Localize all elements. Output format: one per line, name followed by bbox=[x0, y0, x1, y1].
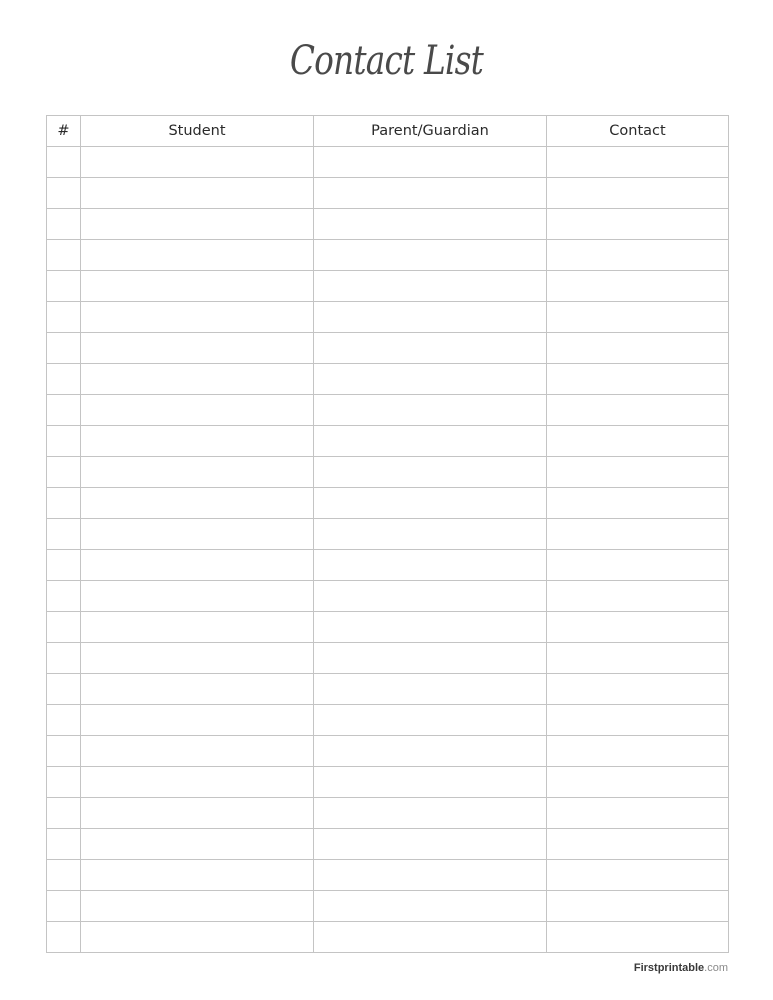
table-body bbox=[47, 147, 729, 953]
table-row bbox=[47, 271, 729, 302]
cell-contact bbox=[547, 364, 729, 395]
cell-student bbox=[81, 798, 314, 829]
cell-student bbox=[81, 674, 314, 705]
table-row bbox=[47, 333, 729, 364]
cell-parent-guardian bbox=[314, 178, 547, 209]
cell-contact bbox=[547, 488, 729, 519]
cell-parent-guardian bbox=[314, 922, 547, 953]
cell-student bbox=[81, 457, 314, 488]
cell-number bbox=[47, 271, 81, 302]
cell-student bbox=[81, 581, 314, 612]
cell-number bbox=[47, 922, 81, 953]
cell-student bbox=[81, 178, 314, 209]
table-row bbox=[47, 178, 729, 209]
cell-parent-guardian bbox=[314, 457, 547, 488]
header-student: Student bbox=[81, 116, 314, 147]
table-row bbox=[47, 302, 729, 333]
cell-parent-guardian bbox=[314, 643, 547, 674]
cell-parent-guardian bbox=[314, 426, 547, 457]
cell-number bbox=[47, 581, 81, 612]
cell-number bbox=[47, 395, 81, 426]
cell-student bbox=[81, 147, 314, 178]
cell-number bbox=[47, 767, 81, 798]
cell-student bbox=[81, 767, 314, 798]
cell-parent-guardian bbox=[314, 736, 547, 767]
cell-number bbox=[47, 333, 81, 364]
table-row bbox=[47, 705, 729, 736]
table-row bbox=[47, 519, 729, 550]
cell-student bbox=[81, 550, 314, 581]
cell-contact bbox=[547, 271, 729, 302]
cell-contact bbox=[547, 829, 729, 860]
cell-student bbox=[81, 643, 314, 674]
footer-brand-name: Firstprintable bbox=[633, 962, 705, 974]
cell-parent-guardian bbox=[314, 767, 547, 798]
cell-student bbox=[81, 209, 314, 240]
cell-parent-guardian bbox=[314, 798, 547, 829]
cell-parent-guardian bbox=[314, 240, 547, 271]
cell-number bbox=[47, 364, 81, 395]
cell-student bbox=[81, 860, 314, 891]
cell-number bbox=[47, 240, 81, 271]
header-parent-guardian: Parent/Guardian bbox=[314, 116, 547, 147]
table-row bbox=[47, 612, 729, 643]
table-row bbox=[47, 643, 729, 674]
cell-contact bbox=[547, 519, 729, 550]
cell-student bbox=[81, 395, 314, 426]
table-row bbox=[47, 829, 729, 860]
cell-student bbox=[81, 736, 314, 767]
cell-number bbox=[47, 891, 81, 922]
header-row bbox=[47, 116, 729, 147]
table-row bbox=[47, 798, 729, 829]
table-row bbox=[47, 581, 729, 612]
cell-number bbox=[47, 550, 81, 581]
cell-student bbox=[81, 488, 314, 519]
cell-contact bbox=[547, 736, 729, 767]
cell-parent-guardian bbox=[314, 395, 547, 426]
cell-parent-guardian bbox=[314, 302, 547, 333]
cell-contact bbox=[547, 643, 729, 674]
cell-contact bbox=[547, 426, 729, 457]
cell-number bbox=[47, 488, 81, 519]
cell-student bbox=[81, 922, 314, 953]
cell-student bbox=[81, 519, 314, 550]
cell-number bbox=[47, 612, 81, 643]
cell-parent-guardian bbox=[314, 829, 547, 860]
cell-number bbox=[47, 302, 81, 333]
cell-contact bbox=[547, 922, 729, 953]
table-row bbox=[47, 736, 729, 767]
cell-contact bbox=[547, 147, 729, 178]
cell-contact bbox=[547, 550, 729, 581]
header-contact: Contact bbox=[547, 116, 729, 147]
footer-brand bbox=[634, 962, 728, 974]
cell-parent-guardian bbox=[314, 860, 547, 891]
cell-contact bbox=[547, 767, 729, 798]
table-row bbox=[47, 767, 729, 798]
cell-number bbox=[47, 426, 81, 457]
table-row bbox=[47, 488, 729, 519]
cell-number bbox=[47, 209, 81, 240]
cell-parent-guardian bbox=[314, 519, 547, 550]
table-row bbox=[47, 922, 729, 953]
cell-parent-guardian bbox=[314, 147, 547, 178]
table-row bbox=[47, 240, 729, 271]
cell-contact bbox=[547, 612, 729, 643]
cell-contact bbox=[547, 395, 729, 426]
cell-parent-guardian bbox=[314, 271, 547, 302]
cell-student bbox=[81, 705, 314, 736]
table-row bbox=[47, 395, 729, 426]
cell-number bbox=[47, 643, 81, 674]
cell-student bbox=[81, 364, 314, 395]
cell-number bbox=[47, 798, 81, 829]
contact-table bbox=[46, 115, 729, 953]
cell-contact bbox=[547, 798, 729, 829]
cell-number bbox=[47, 860, 81, 891]
cell-contact bbox=[547, 457, 729, 488]
cell-parent-guardian bbox=[314, 209, 547, 240]
cell-parent-guardian bbox=[314, 612, 547, 643]
cell-contact bbox=[547, 705, 729, 736]
cell-parent-guardian bbox=[314, 891, 547, 922]
table-row bbox=[47, 147, 729, 178]
table-row bbox=[47, 860, 729, 891]
cell-contact bbox=[547, 209, 729, 240]
cell-contact bbox=[547, 333, 729, 364]
cell-student bbox=[81, 426, 314, 457]
cell-student bbox=[81, 302, 314, 333]
table-row bbox=[47, 674, 729, 705]
table-row bbox=[47, 891, 729, 922]
cell-number bbox=[47, 736, 81, 767]
cell-contact bbox=[547, 240, 729, 271]
table-row bbox=[47, 550, 729, 581]
cell-contact bbox=[547, 860, 729, 891]
page-title: Contact List bbox=[289, 38, 483, 84]
cell-number bbox=[47, 674, 81, 705]
cell-contact bbox=[547, 302, 729, 333]
cell-contact bbox=[547, 581, 729, 612]
cell-number bbox=[47, 147, 81, 178]
cell-number bbox=[47, 457, 81, 488]
table-row bbox=[47, 426, 729, 457]
cell-student bbox=[81, 829, 314, 860]
cell-parent-guardian bbox=[314, 581, 547, 612]
cell-student bbox=[81, 333, 314, 364]
cell-number bbox=[47, 178, 81, 209]
cell-parent-guardian bbox=[314, 550, 547, 581]
cell-parent-guardian bbox=[314, 674, 547, 705]
cell-parent-guardian bbox=[314, 705, 547, 736]
cell-number bbox=[47, 519, 81, 550]
cell-student bbox=[81, 891, 314, 922]
cell-student bbox=[81, 240, 314, 271]
header-number: # bbox=[47, 116, 81, 147]
cell-parent-guardian bbox=[314, 364, 547, 395]
table-row bbox=[47, 457, 729, 488]
cell-student bbox=[81, 612, 314, 643]
cell-number bbox=[47, 829, 81, 860]
cell-parent-guardian bbox=[314, 333, 547, 364]
cell-parent-guardian bbox=[314, 488, 547, 519]
table-row bbox=[47, 209, 729, 240]
cell-contact bbox=[547, 178, 729, 209]
cell-contact bbox=[547, 891, 729, 922]
cell-number bbox=[47, 705, 81, 736]
table-row bbox=[47, 364, 729, 395]
cell-student bbox=[81, 271, 314, 302]
cell-contact bbox=[547, 674, 729, 705]
footer-brand-tld: .com bbox=[704, 962, 728, 974]
